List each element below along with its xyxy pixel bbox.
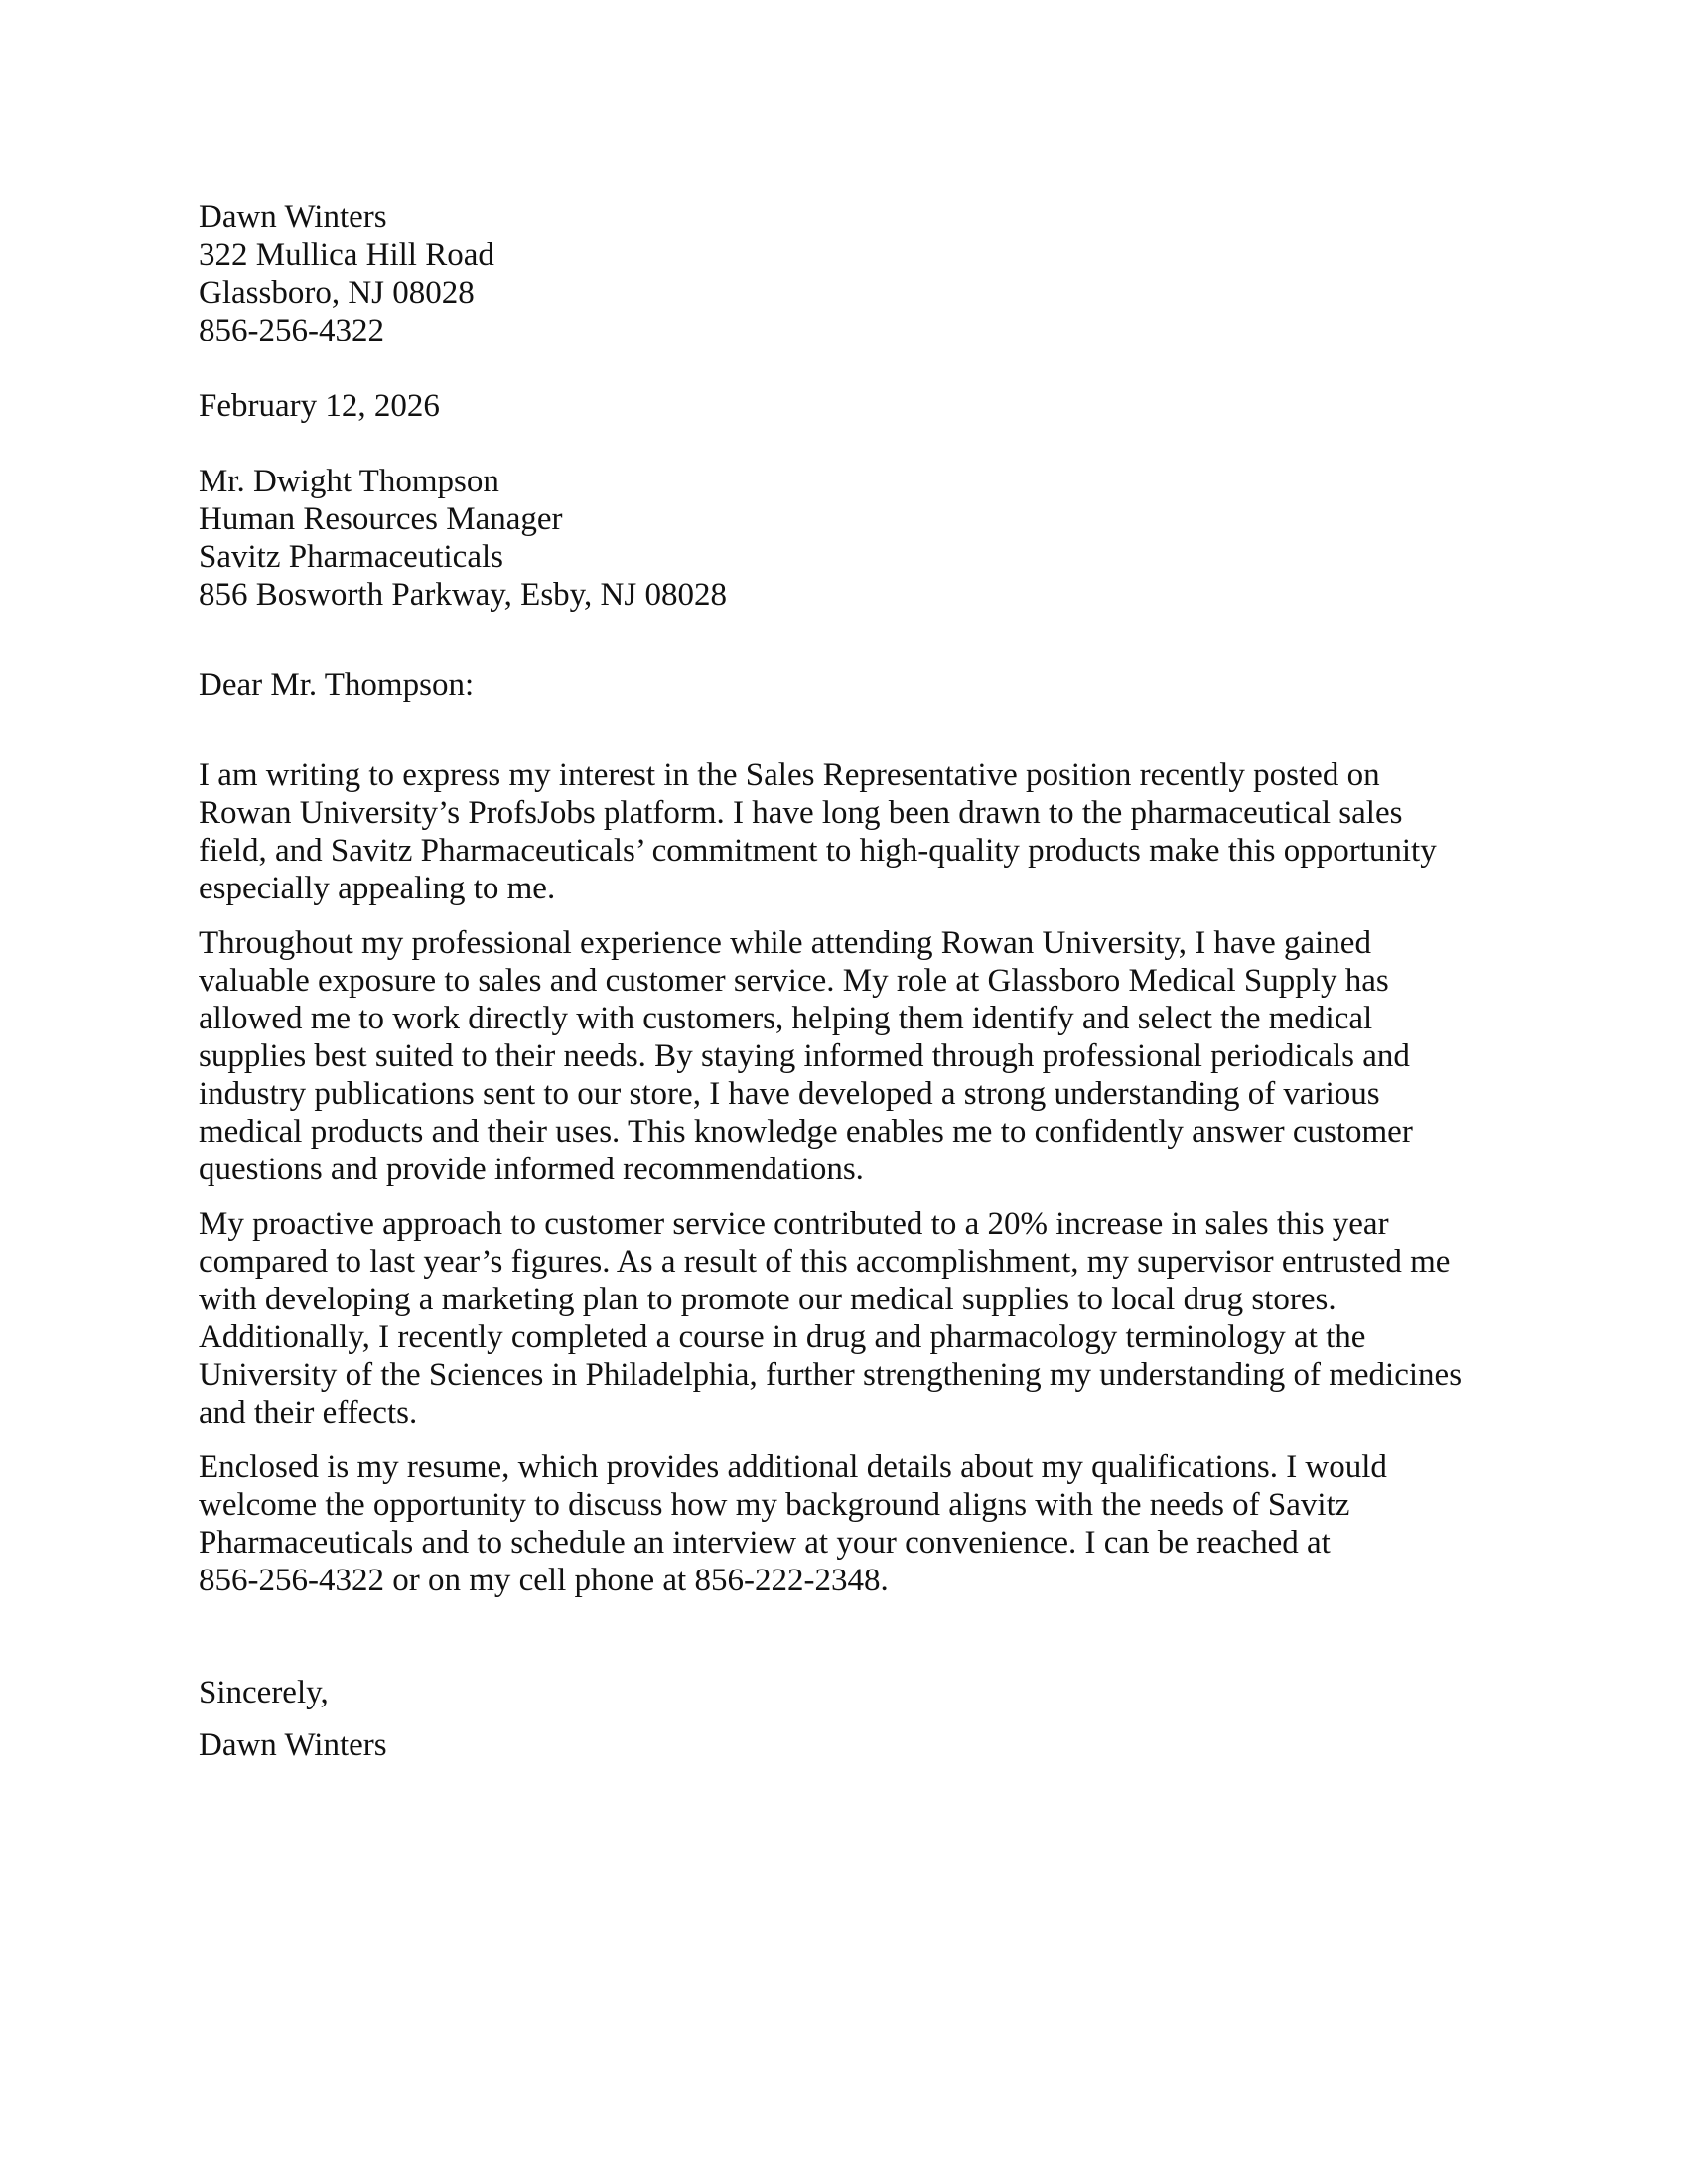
letter-page [199,199,1489,1764]
paragraph-line: and their effects. [199,1395,418,1431]
salutation [199,666,1489,704]
recipient-company: Savitz Pharmaceuticals [199,539,503,575]
paragraph-line: with developing a marketing plan to promote our medical supplies to local drug stores. [199,1282,1336,1317]
paragraph-line: allowed me to work directly with customers, helping them identify and select the medical [199,1001,1373,1036]
salutation-text: Dear Mr. Thompson: [199,667,475,703]
sender-street: 322 Mullica Hill Road [199,237,494,273]
signature-name: Dawn Winters [199,1727,387,1763]
paragraph-line: field, and Savitz Pharmaceuticals’ commitment to high-quality products make this opportunity [199,833,1437,869]
recipient-title: Human Resources Manager [199,501,563,537]
recipient-address-block [199,463,1489,614]
paragraph-line: compared to last year’s figures. As a result of this accomplishment, my supervisor entrusted me [199,1244,1451,1280]
sender-name: Dawn Winters [199,200,387,235]
recipient-name: Mr. Dwight Thompson [199,464,499,499]
paragraph-line: My proactive approach to customer service contributed to a 20% increase in sales this year [199,1206,1389,1242]
paragraph-line: Enclosed is my resume, which provides additional details about my qualifications. I would [199,1449,1387,1485]
paragraph-line: Additionally, I recently completed a course in drug and pharmacology terminology at the [199,1319,1366,1355]
paragraph-line: medical products and their uses. This knowledge enables me to confidently answer customer [199,1114,1413,1150]
paragraph-line: I am writing to express my interest in the Sales Representative position recently posted on [199,757,1380,793]
paragraph-line: supplies best suited to their needs. By staying informed through professional periodicals and [199,1038,1410,1074]
paragraph-line: Throughout my professional experience while attending Rowan University, I have gained [199,925,1371,961]
closing-block [199,1674,1489,1764]
paragraph-line: questions and provide informed recommendations. [199,1152,864,1187]
paragraph-line: 856-256-4322 or on my cell phone at 856-222-2348. [199,1563,889,1598]
paragraph-line: University of the Sciences in Philadelphia, further strengthening my understanding of medicines [199,1357,1463,1393]
body-paragraph-4 [199,1448,1489,1599]
date-text: February 12, 2026 [199,388,440,424]
body-paragraph-2 [199,924,1489,1188]
paragraph-line: welcome the opportunity to discuss how my background aligns with the needs of Savitz [199,1487,1350,1523]
body-paragraph-1 [199,756,1489,907]
paragraph-line: especially appealing to me. [199,871,556,906]
sender-address-block [199,199,1489,349]
paragraph-line: industry publications sent to our store, I have developed a strong understanding of various [199,1076,1380,1112]
closing-text: Sincerely, [199,1675,329,1710]
letter-date [199,387,1489,425]
recipient-address: 856 Bosworth Parkway, Esby, NJ 08028 [199,577,727,613]
paragraph-line: valuable exposure to sales and customer service. My role at Glassboro Medical Supply has [199,963,1389,999]
sender-phone: 856-256-4322 [199,313,384,348]
paragraph-line: Rowan University’s ProfsJobs platform. I have long been drawn to the pharmaceutical sales [199,795,1403,831]
body-paragraph-3 [199,1205,1489,1432]
paragraph-line: Pharmaceuticals and to schedule an interview at your convenience. I can be reached at [199,1525,1331,1561]
sender-city-state-zip: Glassboro, NJ 08028 [199,275,475,311]
